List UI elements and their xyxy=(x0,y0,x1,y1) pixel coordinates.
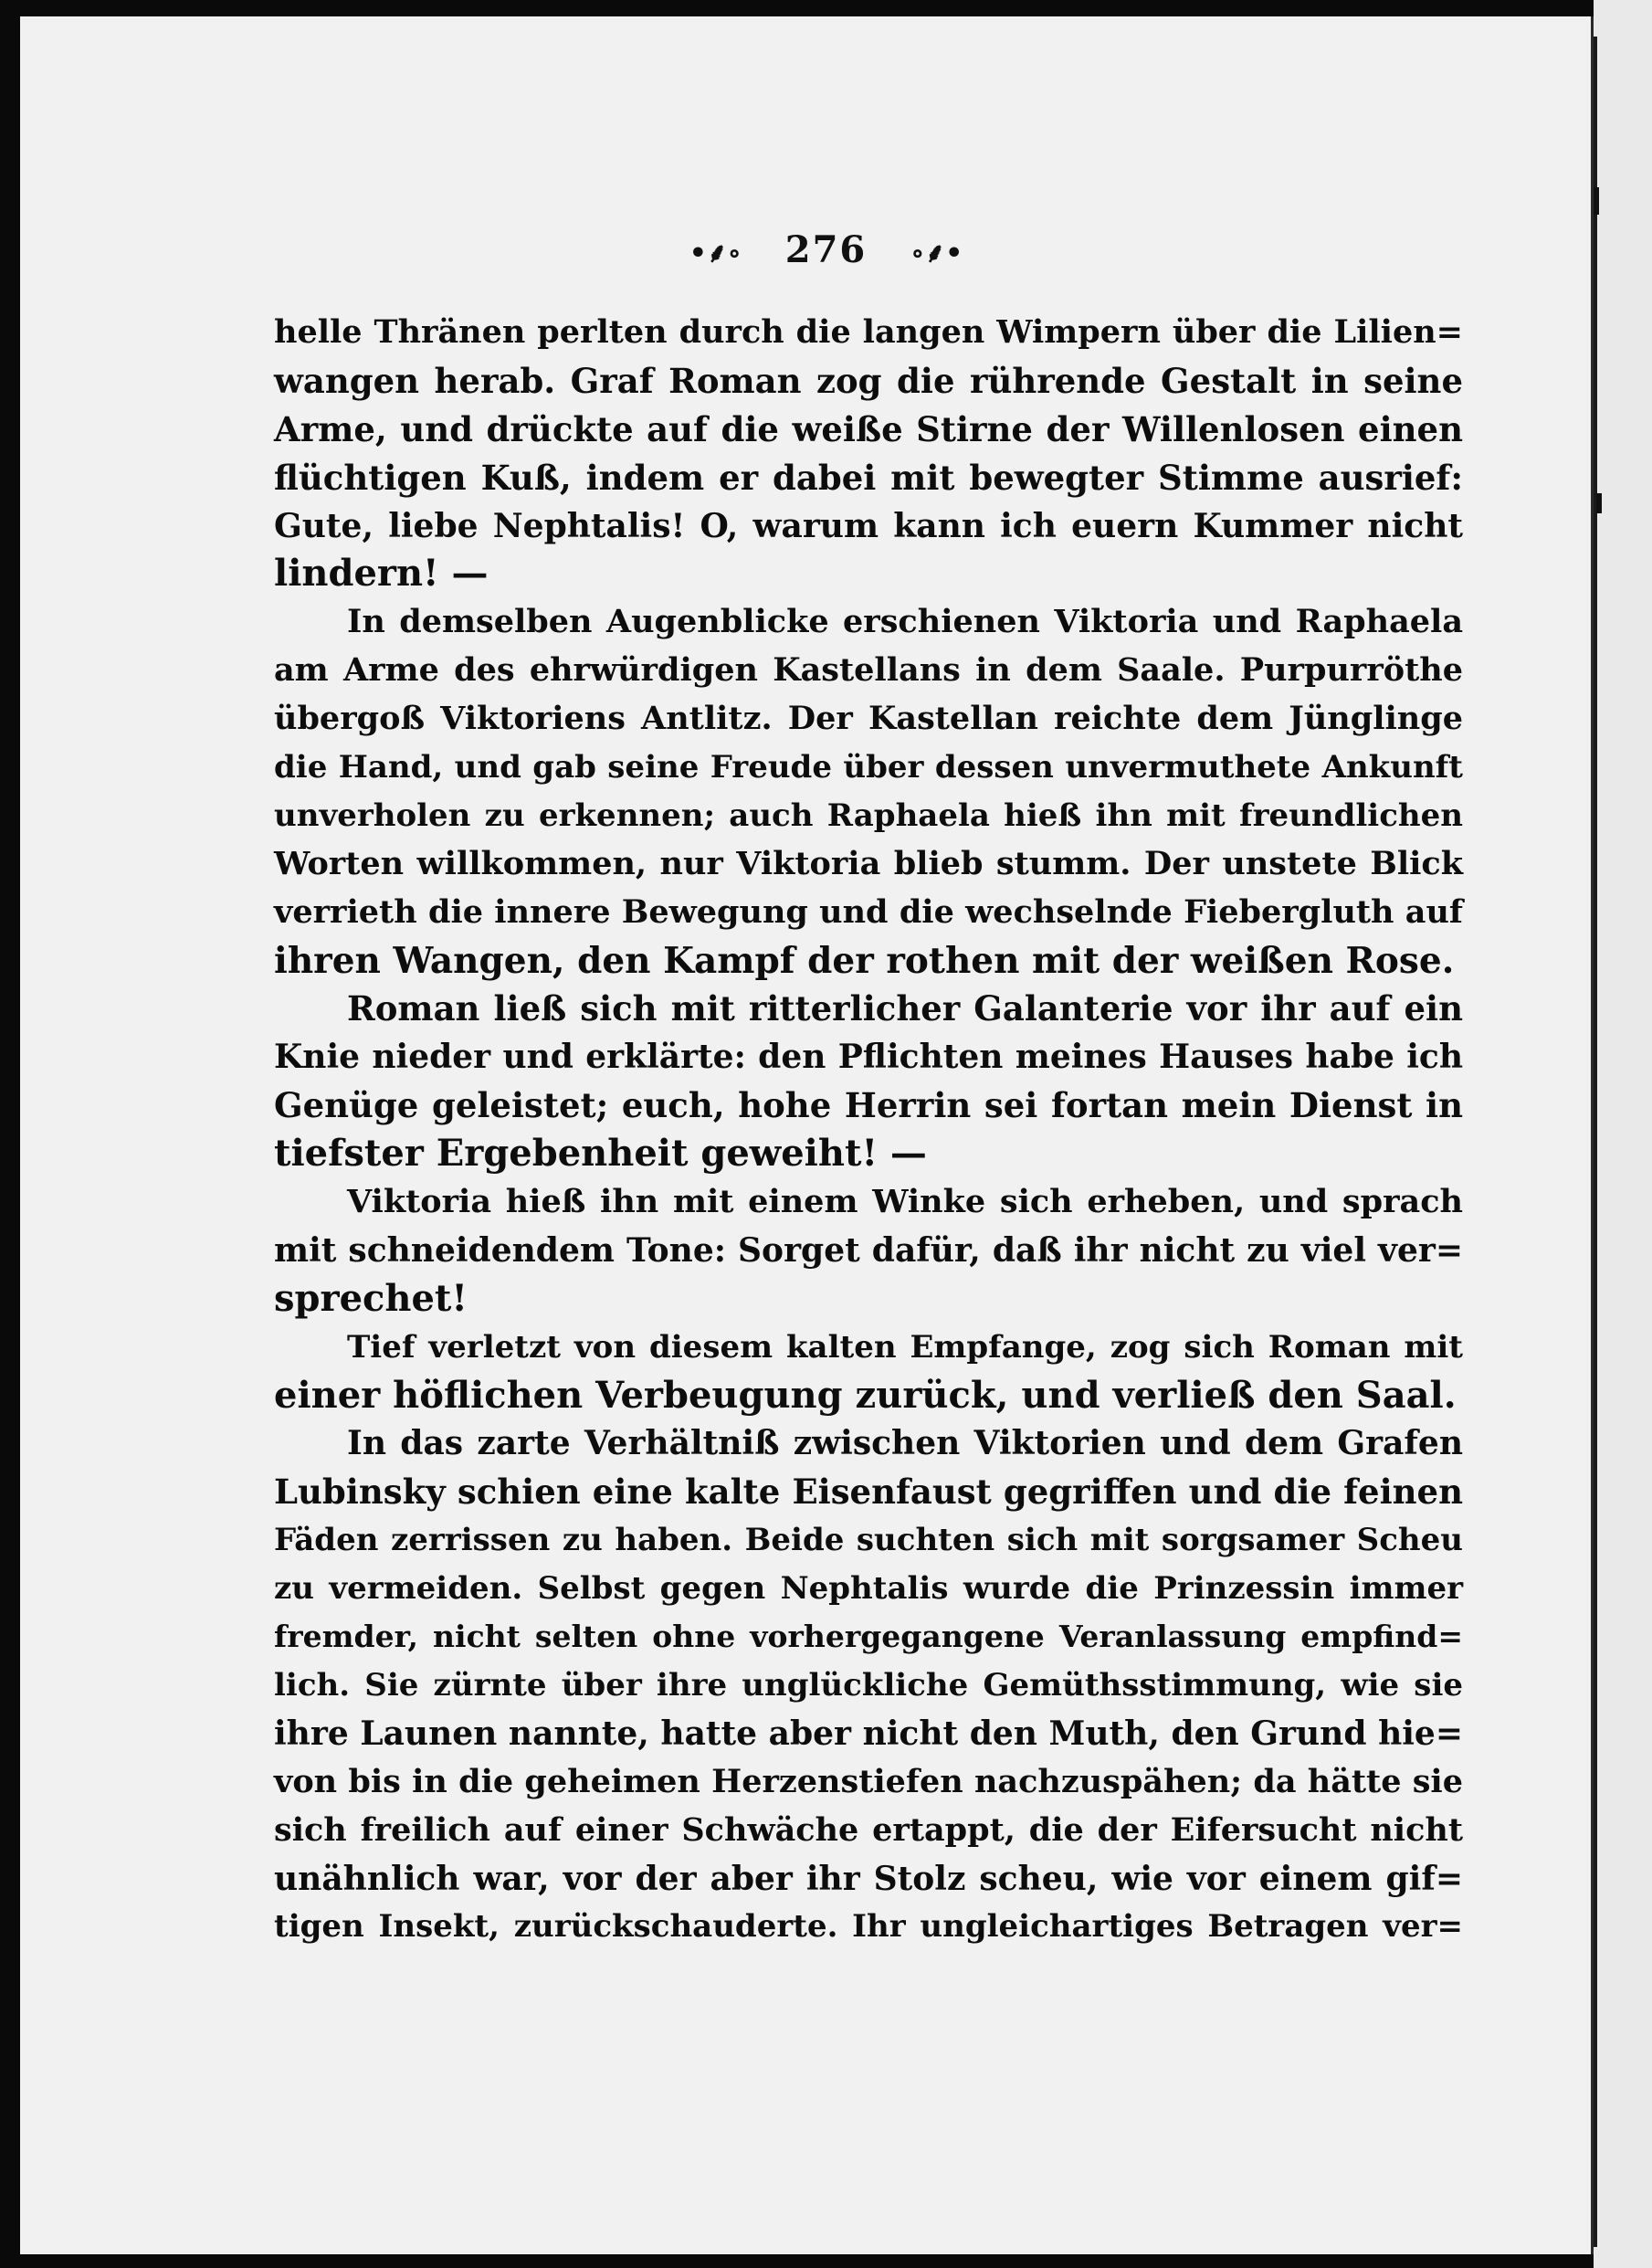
text-line: Fäden zerrissen zu haben. Beide suchten sich mit sorgsamer Scheu xyxy=(274,1522,1463,1559)
page-header xyxy=(0,228,1652,271)
text-line: wangen herab. Graf Roman zog die rührende Gestalt in seine xyxy=(274,360,1463,401)
text-line: ihren Wangen, den Kampf der rothen mit der weißen Rose. xyxy=(274,939,1455,982)
text-line: flüchtigen Kuß, indem er dabei mit bewegter Stimme ausrief: xyxy=(274,457,1463,498)
text-line: fremder, nicht selten ohne vorhergegangene Veranlassung empfind= xyxy=(274,1619,1463,1655)
text-line: tiefster Ergebenheit geweiht! — xyxy=(274,1132,927,1176)
text-line: zu vermeiden. Selbst gegen Nephtalis wurde die Prinzessin immer xyxy=(274,1570,1463,1608)
text-line: In das zarte Verhältniß zwischen Viktorien und dem Grafen xyxy=(347,1424,1463,1463)
text-line: sich freilich auf einer Schwäche ertappt, die der Eifersucht nicht xyxy=(274,1810,1463,1849)
page-number: 276 xyxy=(784,228,868,271)
text-line: Gute, liebe Nephtalis! O, warum kann ich euern Kummer nicht xyxy=(274,506,1463,545)
text-line: einer höflichen Verbeugung zurück, und verließ den Saal. xyxy=(274,1373,1457,1417)
text-line: die Hand, und gab seine Freude über dessen unvermuthete Ankunft xyxy=(274,749,1463,786)
page-edge-line xyxy=(1594,37,1597,2247)
text-line: von bis in die geheimen Herzenstiefen nachzuspähen; da hätte sie xyxy=(274,1762,1463,1800)
text-line: Arme, und drückte auf die weiße Stirne der Willenlosen einen xyxy=(274,408,1463,449)
text-line: übergoß Viktoriens Antlitz. Der Kastellan reichte dem Jünglinge xyxy=(274,700,1463,738)
edge-mark xyxy=(1594,187,1599,215)
ornament-left-icon: •⸙∘ xyxy=(689,237,742,269)
text-line: In demselben Augenblicke erschienen Viktoria und Raphaela xyxy=(347,603,1463,641)
text-line: Lubinsky schien eine kalte Eisenfaust gegriffen und die feinen xyxy=(274,1472,1463,1513)
edge-mark xyxy=(1596,493,1602,513)
text-line: am Arme des ehrwürdigen Kastellans in dem Saale. Purpurröthe xyxy=(274,651,1463,690)
text-line: Knie nieder und erklärte: den Pflichten meines Hauses habe ich xyxy=(274,1038,1463,1077)
text-line: ihre Launen nannte, hatte aber nicht den Muth, den Grund hie= xyxy=(274,1714,1463,1753)
text-line: verrieth die innere Bewegung und die wechselnde Fiebergluth auf xyxy=(274,892,1463,931)
text-line: unverholen zu erkennen; auch Raphaela hieß ihn mit freundlichen xyxy=(274,796,1463,834)
text-line: lindern! — xyxy=(274,552,489,596)
text-line: tigen Insekt, zurückschauderte. Ihr ungleichartiges Betragen ver= xyxy=(274,1908,1463,1946)
text-line: helle Thränen perlten durch die langen Wimpern über die Lilien= xyxy=(274,313,1463,351)
ornament-right-icon: ∘⸙• xyxy=(910,237,963,269)
text-line: unähnlich war, vor der aber ihr Stolz scheu, wie vor einem gif= xyxy=(274,1859,1463,1898)
text-line: sprechet! xyxy=(274,1276,468,1320)
text-line: mit schneidendem Tone: Sorget dafür, daß ihr nicht zu viel ver= xyxy=(274,1230,1463,1270)
text-line: Worten willkommen, nur Viktoria blieb stumm. Der unstete Blick xyxy=(274,844,1463,882)
text-line: Genüge geleistet; euch, hohe Herrin sei fortan mein Dienst in xyxy=(274,1085,1463,1126)
text-line: Tief verletzt von diesem kalten Empfange, zog sich Roman mit xyxy=(347,1328,1463,1366)
next-page-edge xyxy=(1594,0,1652,2268)
text-line: Roman ließ sich mit ritterlicher Galanterie vor ihr auf ein xyxy=(347,988,1463,1029)
text-line: Viktoria hieß ihn mit einem Winke sich erheben, und sprach xyxy=(347,1183,1463,1221)
body-text xyxy=(274,309,1463,1951)
text-line: lich. Sie zürnte über ihre unglückliche Gemüthsstimmung, wie sie xyxy=(274,1666,1463,1704)
